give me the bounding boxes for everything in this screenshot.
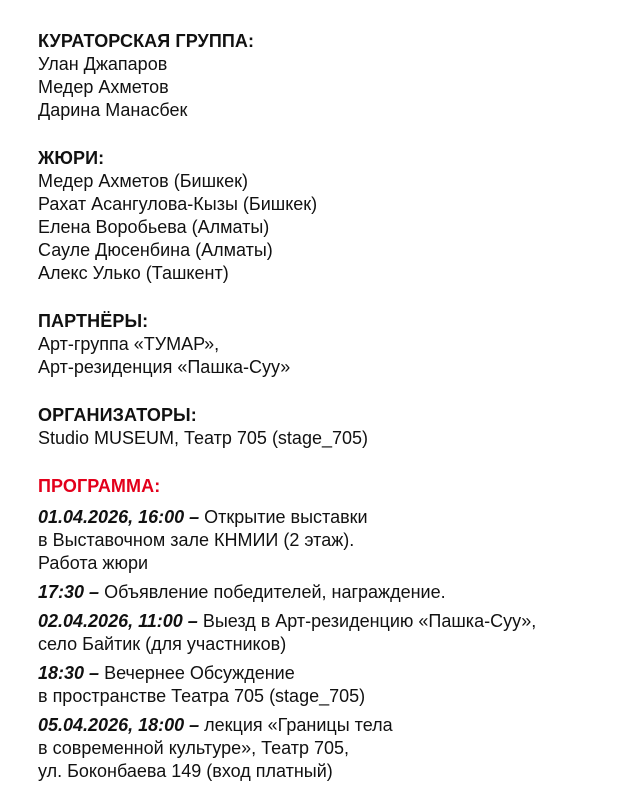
- jury-member: Сауле Дюсенбина (Алматы): [38, 240, 273, 260]
- program-section: [38, 475, 620, 783]
- partners-heading: ПАРТНЁРЫ:: [38, 311, 149, 331]
- jury-member: Рахат Асангулова-Кызы (Бишкек): [38, 194, 318, 214]
- jury-member: Алекс Улько (Ташкент): [38, 263, 229, 283]
- event-description: Открытие выставки в Выставочном зале КНМИИ (2 этаж). Работа жюри: [38, 507, 368, 573]
- partners-section: [38, 310, 620, 379]
- curator-name: Дарина Манасбек: [38, 100, 188, 120]
- jury-member: Медер Ахметов (Бишкек): [38, 171, 249, 191]
- event-datetime: 18:30 –: [38, 663, 100, 683]
- event-datetime: 17:30 –: [38, 582, 100, 602]
- event-description: Вечернее Обсуждение в пространстве Театра 705 (stage_705): [38, 663, 366, 706]
- curator-name: Медер Ахметов: [38, 77, 169, 97]
- program-event: [38, 714, 620, 783]
- program-event: [38, 506, 620, 575]
- program-event: [38, 610, 620, 656]
- program-heading: ПРОГРАММА:: [38, 476, 161, 496]
- program-event: [38, 581, 620, 604]
- curators-heading: КУРАТОРСКАЯ ГРУППА:: [38, 31, 255, 51]
- jury-heading: ЖЮРИ:: [38, 148, 105, 168]
- partner-name: Арт-резиденция «Пашка-Суу»: [38, 357, 291, 377]
- program-event: [38, 662, 620, 708]
- event-description: Объявление победителей, награждение.: [99, 582, 446, 602]
- event-datetime: 05.04.2026, 18:00 –: [38, 715, 200, 735]
- event-description: лекция «Границы тела в современной культуре», Театр 705, ул. Боконбаева 149 (вход платный): [38, 715, 393, 781]
- organizers-heading: ОРГАНИЗАТОРЫ:: [38, 405, 197, 425]
- jury-section: [38, 147, 620, 285]
- jury-member: Елена Воробьева (Алматы): [38, 217, 270, 237]
- organizers-section: [38, 404, 620, 450]
- event-datetime: 02.04.2026, 11:00 –: [38, 611, 198, 631]
- partner-name: Арт-группа «ТУМАР»,: [38, 334, 220, 354]
- curator-name: Улан Джапаров: [38, 54, 168, 74]
- curators-section: [38, 30, 620, 122]
- event-description: Выезд в Арт-резиденцию «Пашка-Суу», село Байтик (для участников): [38, 611, 537, 654]
- event-datetime: 01.04.2026, 16:00 –: [38, 507, 200, 527]
- organizer-name: Studio MUSEUM, Театр 705 (stage_705): [38, 428, 369, 448]
